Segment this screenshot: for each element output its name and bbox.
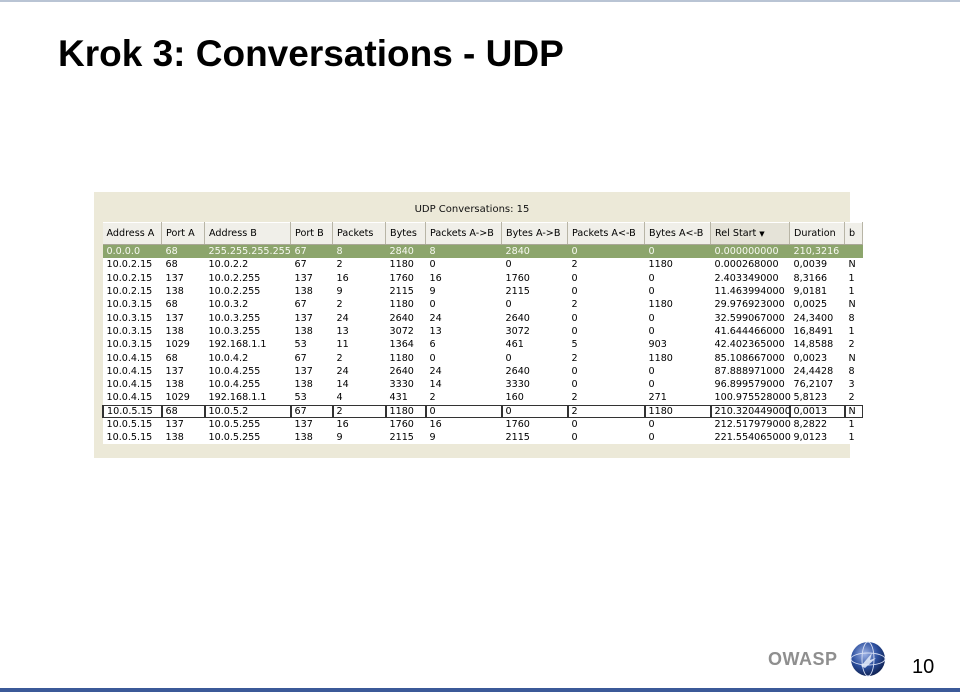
table-cell: 2.403349000 [711, 272, 790, 285]
table-cell: 431 [386, 391, 426, 404]
table-cell: 1 [845, 431, 863, 444]
table-cell: 24,3400 [790, 311, 845, 324]
table-cell: 8 [845, 311, 863, 324]
table-cell: 2 [845, 391, 863, 404]
table-cell: 1180 [386, 258, 426, 271]
table-cell: 0 [426, 298, 502, 311]
table-cell: 2 [568, 351, 645, 364]
table-cell: 1180 [645, 405, 711, 418]
table-cell: 1760 [386, 272, 426, 285]
slide-title: Krok 3: Conversations - UDP [58, 33, 564, 74]
table-cell: 138 [162, 285, 205, 298]
table-cell: 0 [645, 325, 711, 338]
window-title: UDP Conversations: 15 [94, 192, 850, 222]
table-cell: 10.0.3.15 [103, 338, 162, 351]
table-row[interactable] [103, 298, 863, 311]
table-header-row [103, 223, 863, 245]
table-cell: 2 [333, 258, 386, 271]
table-cell: 24 [426, 311, 502, 324]
table-cell: 53 [291, 338, 333, 351]
table-cell: 8,2822 [790, 418, 845, 431]
table-cell: 68 [162, 298, 205, 311]
column-header[interactable] [205, 223, 291, 245]
table-cell: 137 [162, 272, 205, 285]
table-cell: 3072 [502, 325, 568, 338]
table-cell: 0 [426, 405, 502, 418]
table-cell: 10.0.2.15 [103, 285, 162, 298]
column-header[interactable] [645, 223, 711, 245]
page-number: 10 [912, 656, 935, 678]
column-header[interactable] [568, 223, 645, 245]
table-cell: 255.255.255.255 [205, 245, 291, 259]
table-cell: 2115 [502, 431, 568, 444]
owasp-logo-text: OWASP [768, 649, 838, 669]
table-cell: 11 [333, 338, 386, 351]
table-cell: 67 [291, 351, 333, 364]
table-cell: 461 [502, 338, 568, 351]
table-cell: 212.517979000 [711, 418, 790, 431]
table-cell: 14 [333, 378, 386, 391]
table-cell: N [845, 351, 863, 364]
table-cell: 1 [845, 325, 863, 338]
table-cell: 5 [568, 338, 645, 351]
table-cell: 10.0.5.2 [205, 405, 291, 418]
table-cell: 0 [645, 418, 711, 431]
table-cell: N [845, 258, 863, 271]
table-cell: 2 [845, 338, 863, 351]
table-cell: 2 [568, 391, 645, 404]
table-cell: 2 [426, 391, 502, 404]
top-rule [0, 0, 960, 2]
table-cell: 2840 [386, 245, 426, 259]
table-cell: 2 [568, 298, 645, 311]
table-cell: 10.0.4.15 [103, 378, 162, 391]
table-cell: 271 [645, 391, 711, 404]
table-cell: 138 [162, 431, 205, 444]
table-cell: 1180 [386, 298, 426, 311]
table-cell: 16 [333, 272, 386, 285]
table-cell: 2 [333, 298, 386, 311]
table-cell: 1180 [386, 405, 426, 418]
table-cell: 68 [162, 351, 205, 364]
table-row[interactable] [103, 272, 863, 285]
table-cell: 1760 [502, 272, 568, 285]
column-header-label: b [849, 228, 856, 239]
table-cell: 0,0013 [790, 405, 845, 418]
column-header-label: Address B [209, 228, 257, 239]
table-cell: 68 [162, 405, 205, 418]
table-cell: 10.0.3.15 [103, 325, 162, 338]
table-row[interactable] [103, 378, 863, 391]
table-cell: 1364 [386, 338, 426, 351]
column-header[interactable] [790, 223, 845, 245]
table-cell: 10.0.2.2 [205, 258, 291, 271]
table-cell: 0,0023 [790, 351, 845, 364]
table-cell: 67 [291, 258, 333, 271]
table-cell: 2115 [386, 431, 426, 444]
table-cell: 76,2107 [790, 378, 845, 391]
table-cell: 67 [291, 405, 333, 418]
column-header-label: Port B [295, 228, 324, 239]
table-cell: 1 [845, 418, 863, 431]
table-cell: 1760 [502, 418, 568, 431]
table-cell: 0 [645, 245, 711, 259]
table-cell: 0 [645, 311, 711, 324]
table-cell: 2840 [502, 245, 568, 259]
table-cell: 24 [333, 365, 386, 378]
table-row[interactable] [103, 365, 863, 378]
column-header-label: Bytes [390, 228, 417, 239]
table-cell: 0 [568, 365, 645, 378]
table-cell: 138 [291, 431, 333, 444]
table-cell: 137 [162, 418, 205, 431]
column-header-label: Address A [106, 228, 155, 239]
table-cell: 0 [502, 351, 568, 364]
owasp-globe-icon [849, 640, 887, 678]
table-cell: 96.899579000 [711, 378, 790, 391]
table-row[interactable] [103, 285, 863, 298]
table-row[interactable] [103, 351, 863, 364]
table-cell: 1180 [645, 298, 711, 311]
table-cell: 13 [333, 325, 386, 338]
column-header[interactable] [711, 223, 790, 245]
table-cell: 2 [568, 258, 645, 271]
table-cell: 1029 [162, 391, 205, 404]
table-row[interactable] [103, 418, 863, 431]
column-header[interactable] [386, 223, 426, 245]
table-cell: 0 [502, 405, 568, 418]
footer-bar [0, 688, 960, 692]
table-cell: 42.402365000 [711, 338, 790, 351]
table-cell: 4 [333, 391, 386, 404]
table-cell: 160 [502, 391, 568, 404]
table-cell: 10.0.4.15 [103, 351, 162, 364]
table-cell: 137 [291, 365, 333, 378]
table-cell: 67 [291, 298, 333, 311]
table-body [103, 245, 863, 445]
table-cell: N [845, 405, 863, 418]
column-header-label: Bytes A->B [506, 228, 561, 239]
table-cell: 0 [568, 418, 645, 431]
table-cell: 138 [162, 378, 205, 391]
table-cell: 1180 [645, 351, 711, 364]
table-cell: 13 [426, 325, 502, 338]
table-cell: 11.463994000 [711, 285, 790, 298]
table-cell: 68 [162, 245, 205, 259]
table-cell: 87.888971000 [711, 365, 790, 378]
table-cell: 10.0.3.15 [103, 298, 162, 311]
table-cell: 3 [845, 378, 863, 391]
table-cell: 8,3166 [790, 272, 845, 285]
table-cell: N [845, 298, 863, 311]
table-cell: 0.000268000 [711, 258, 790, 271]
table-cell: 0 [645, 272, 711, 285]
table-cell: 0 [502, 258, 568, 271]
table-cell: 2 [333, 351, 386, 364]
table-cell: 1029 [162, 338, 205, 351]
table-row[interactable] [103, 405, 863, 418]
conversations-table [102, 222, 863, 444]
table-cell: 2115 [386, 285, 426, 298]
table-row[interactable] [103, 391, 863, 404]
table-row[interactable] [103, 431, 863, 444]
table-cell: 8 [333, 245, 386, 259]
table-cell: 14 [426, 378, 502, 391]
table-cell: 3330 [502, 378, 568, 391]
column-header[interactable] [333, 223, 386, 245]
table-row[interactable] [103, 245, 863, 259]
table-cell: 10.0.4.255 [205, 365, 291, 378]
table-cell: 10.0.5.15 [103, 431, 162, 444]
table-cell: 67 [291, 245, 333, 259]
table-cell: 1 [845, 272, 863, 285]
table-cell: 10.0.3.2 [205, 298, 291, 311]
table-cell: 0 [568, 325, 645, 338]
column-header-label: Packets A->B [430, 228, 494, 239]
table-cell: 53 [291, 391, 333, 404]
table-cell: 210,3216 [790, 245, 845, 259]
table-cell [845, 245, 863, 259]
table-cell: 0 [568, 245, 645, 259]
table-cell: 210.320449000 [711, 405, 790, 418]
table-cell: 29.976923000 [711, 298, 790, 311]
table-cell: 10.0.2.15 [103, 258, 162, 271]
table-cell: 24 [426, 365, 502, 378]
table-cell: 0 [645, 431, 711, 444]
table-cell: 8 [426, 245, 502, 259]
table-cell: 10.0.5.255 [205, 418, 291, 431]
table-cell: 0 [568, 311, 645, 324]
table-cell: 0 [645, 285, 711, 298]
table-cell: 0 [426, 258, 502, 271]
table-cell: 138 [291, 325, 333, 338]
table-cell: 9,0123 [790, 431, 845, 444]
table-cell: 3072 [386, 325, 426, 338]
column-header[interactable] [103, 223, 162, 245]
table-cell: 137 [291, 272, 333, 285]
table-row[interactable] [103, 258, 863, 271]
table-cell: 2640 [502, 311, 568, 324]
table-cell: 6 [426, 338, 502, 351]
table-cell: 5,8123 [790, 391, 845, 404]
table-cell: 16 [426, 418, 502, 431]
table-cell: 2115 [502, 285, 568, 298]
table-cell: 0 [645, 365, 711, 378]
table-cell: 192.168.1.1 [205, 391, 291, 404]
column-header-label: Rel Start [715, 228, 757, 239]
table-row[interactable] [103, 311, 863, 324]
table-cell: 1 [845, 285, 863, 298]
table-cell: 1180 [386, 351, 426, 364]
table-cell: 10.0.3.255 [205, 325, 291, 338]
table-cell: 0,0025 [790, 298, 845, 311]
table-cell: 0 [568, 431, 645, 444]
table-cell: 137 [162, 311, 205, 324]
table-cell: 16 [426, 272, 502, 285]
table-cell: 10.0.4.15 [103, 365, 162, 378]
table-cell: 2 [568, 405, 645, 418]
table-row[interactable] [103, 338, 863, 351]
table-cell: 221.554065000 [711, 431, 790, 444]
table-cell: 24 [333, 311, 386, 324]
table-cell: 0.0.0.0 [103, 245, 162, 259]
table-cell: 16,8491 [790, 325, 845, 338]
table-cell: 137 [291, 418, 333, 431]
column-header[interactable] [502, 223, 568, 245]
table-cell: 100.975528000 [711, 391, 790, 404]
column-header-label: Bytes A<-B [649, 228, 704, 239]
table-cell: 10.0.3.255 [205, 311, 291, 324]
table-cell: 137 [291, 311, 333, 324]
table-cell: 138 [162, 325, 205, 338]
table-cell: 9 [333, 285, 386, 298]
table-cell: 24,4428 [790, 365, 845, 378]
table-cell: 0,0039 [790, 258, 845, 271]
table-cell: 0.000000000 [711, 245, 790, 259]
column-header[interactable] [426, 223, 502, 245]
table-cell: 138 [291, 285, 333, 298]
table-cell: 10.0.5.15 [103, 405, 162, 418]
table-cell: 10.0.4.15 [103, 391, 162, 404]
table-cell: 10.0.2.255 [205, 272, 291, 285]
table-cell: 9 [426, 431, 502, 444]
table-cell: 10.0.4.255 [205, 378, 291, 391]
table-cell: 10.0.3.15 [103, 311, 162, 324]
table-cell: 10.0.5.15 [103, 418, 162, 431]
column-header-label: Packets [337, 228, 374, 239]
table-cell: 192.168.1.1 [205, 338, 291, 351]
table-cell: 137 [162, 365, 205, 378]
table-cell: 10.0.4.2 [205, 351, 291, 364]
column-header-label: Duration [794, 228, 836, 239]
table-cell: 0 [568, 272, 645, 285]
table-cell: 903 [645, 338, 711, 351]
column-header-label: Port A [166, 228, 195, 239]
table-cell: 14,8588 [790, 338, 845, 351]
table-cell: 16 [333, 418, 386, 431]
table-cell: 41.644466000 [711, 325, 790, 338]
table-cell: 10.0.5.255 [205, 431, 291, 444]
table-cell: 9,0181 [790, 285, 845, 298]
table-cell: 10.0.2.255 [205, 285, 291, 298]
table-cell: 138 [291, 378, 333, 391]
table-cell: 0 [568, 285, 645, 298]
column-header[interactable] [162, 223, 205, 245]
table-cell: 0 [426, 351, 502, 364]
table-cell: 2640 [386, 311, 426, 324]
table-cell: 85.108667000 [711, 351, 790, 364]
table-cell: 1760 [386, 418, 426, 431]
table-row[interactable] [103, 325, 863, 338]
table-cell: 3330 [386, 378, 426, 391]
table-cell: 2640 [502, 365, 568, 378]
column-header[interactable] [845, 223, 863, 245]
table-cell: 10.0.2.15 [103, 272, 162, 285]
table-cell: 68 [162, 258, 205, 271]
table-cell: 0 [568, 378, 645, 391]
udp-conversations-screenshot [94, 192, 856, 458]
table-cell: 32.599067000 [711, 311, 790, 324]
table-cell: 1180 [645, 258, 711, 271]
table-cell: 8 [845, 365, 863, 378]
sort-descending-icon: ▼ [759, 230, 765, 238]
table-cell: 0 [645, 378, 711, 391]
table-cell: 9 [426, 285, 502, 298]
table-cell: 0 [502, 298, 568, 311]
column-header[interactable] [291, 223, 333, 245]
table-cell: 2 [333, 405, 386, 418]
table-cell: 9 [333, 431, 386, 444]
table-cell: 2640 [386, 365, 426, 378]
column-header-label: Packets A<-B [572, 228, 636, 239]
